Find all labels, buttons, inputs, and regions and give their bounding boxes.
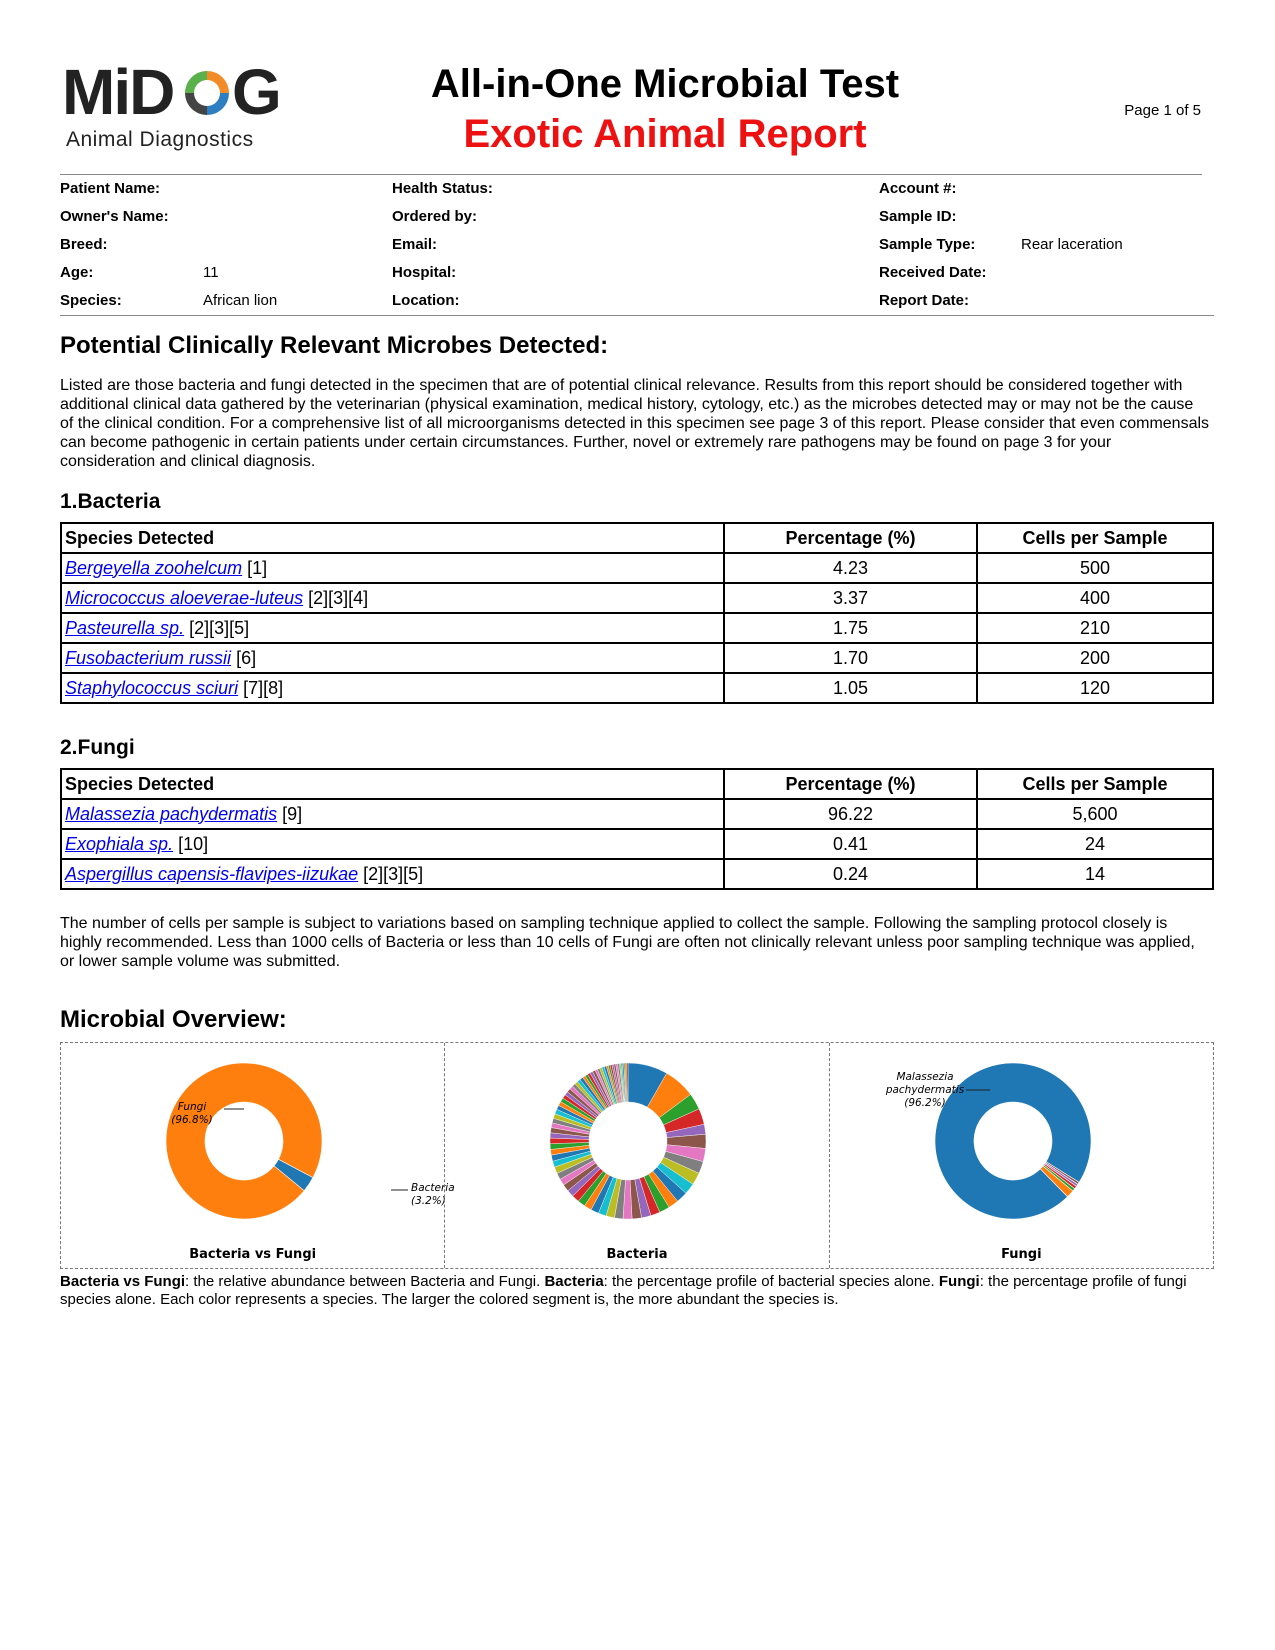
percentage-cell: 3.37	[724, 583, 977, 613]
overview-charts	[60, 1042, 1214, 1269]
cells-cell: 210	[977, 613, 1213, 643]
species-link[interactable]: Micrococcus aloeverae-luteus	[65, 587, 304, 608]
table-row	[61, 643, 1213, 673]
page-number: Page 1 of 5	[1124, 102, 1201, 119]
age-label: Age:	[60, 264, 94, 281]
species-refs: [7][8]	[238, 677, 284, 698]
fungi-heading: 2.Fungi	[60, 736, 135, 759]
caption-text: : the percentage profile of fungi species alone. Each color represents a species. The larger the colored segment is, the more abundant the species is.	[60, 1273, 1187, 1308]
caption-text: : the relative abundance between Bacteria and Fungi.	[185, 1273, 545, 1290]
bacteria-heading: 1.Bacteria	[60, 490, 161, 513]
col-species: Species Detected	[61, 769, 724, 799]
percentage-cell: 0.24	[724, 859, 977, 889]
percentage-cell: 1.05	[724, 673, 977, 703]
cells-cell: 5,600	[977, 799, 1213, 829]
midog-logo	[62, 56, 292, 154]
species-value: African lion	[203, 292, 278, 309]
sample-id-label: Sample ID:	[879, 208, 957, 225]
breed-label: Breed:	[60, 236, 108, 253]
species-link[interactable]: Fusobacterium russii	[65, 647, 232, 668]
chart-panel-bacteria-vs-fungi	[61, 1043, 455, 1268]
species-refs: [10]	[173, 833, 209, 854]
fungi-table	[60, 768, 1214, 890]
hospital-label: Hospital:	[392, 264, 457, 281]
table-row	[61, 613, 1213, 643]
percentage-cell: 0.41	[724, 829, 977, 859]
table-row	[61, 859, 1213, 889]
logo-wordmark	[62, 56, 292, 128]
col-percentage: Percentage (%)	[724, 769, 977, 799]
ordered-by-label: Ordered by:	[392, 208, 478, 225]
species-refs: [2][3][5]	[184, 617, 250, 638]
received-date-label: Received Date:	[879, 264, 987, 281]
species-link[interactable]: Staphylococcus sciuri	[65, 677, 239, 698]
malassezia-pct-label: (96.2%)	[903, 1097, 946, 1109]
species-link[interactable]: Pasteurella sp.	[65, 617, 185, 638]
table-row	[61, 583, 1213, 613]
health-status-label: Health Status:	[392, 180, 493, 197]
col-cells: Cells per Sample	[977, 769, 1213, 799]
percentage-cell: 96.22	[724, 799, 977, 829]
account-label: Account #:	[879, 180, 957, 197]
email-label: Email:	[392, 236, 438, 253]
caption-term: Fungi	[938, 1273, 980, 1290]
donut-fungi	[830, 1043, 1213, 1268]
table-header-row	[61, 769, 1213, 799]
table-row	[61, 799, 1213, 829]
logo-subtitle: Animal Diagnostics	[66, 128, 254, 151]
cells-cell: 200	[977, 643, 1213, 673]
overview-heading: Microbial Overview:	[60, 1006, 287, 1033]
caption-term: Bacteria	[544, 1273, 604, 1290]
chart-panel-fungi	[829, 1043, 1213, 1268]
relevant-intro: Listed are those bacteria and fungi detected in the specimen that are of potential clinical relevance. Results from this report should be considered together with additional clinical data gathered by the veterinarian (physical examination, medical history, cytology, etc.) as the microbes detected may or may not be the cause of the clinical condition. For a comprehensive list of all microorganisms detected in this specimen see page 3 of this report. Please consider that even commensals can become pathogenic in certain patients under certain circumstances. Further, novel or extremely rare pathogens may be found on page 3 for your consideration and clinical diagnosis.	[60, 377, 1210, 470]
age-value: 11	[203, 264, 219, 281]
cells-cell: 400	[977, 583, 1213, 613]
sampling-note: The number of cells per sample is subject to variations based on sampling technique applied to collect the sample. Following the sampling protocol closely is highly recommended. Less than 1000 cells of Bacteria or less than 10 cells of Fungi are often not clinically relevant unless poor sampling technique was applied, or lower sample volume was submitted.	[60, 915, 1195, 970]
owner-name-label: Owner's Name:	[60, 208, 169, 225]
svg-text:G: G	[232, 56, 282, 128]
fungi-pct-label: (96.8%)	[171, 1114, 213, 1126]
chart-panel-bacteria	[444, 1043, 828, 1268]
chart-title: Bacteria vs Fungi	[189, 1247, 317, 1262]
col-percentage: Percentage (%)	[724, 523, 977, 553]
cells-cell: 500	[977, 553, 1213, 583]
patient-name-label: Patient Name:	[60, 180, 161, 197]
caption-text: : the percentage profile of bacterial species alone.	[603, 1273, 939, 1290]
relevant-microbes-heading: Potential Clinically Relevant Microbes Detected:	[60, 332, 609, 359]
sample-type-value: Rear laceration	[1021, 236, 1123, 253]
overview-caption	[60, 1273, 1215, 1309]
logo-o-icon	[185, 71, 229, 115]
malassezia-label-2: pachydermatis	[885, 1084, 964, 1096]
report-date-label: Report Date:	[879, 292, 970, 309]
col-species: Species Detected	[61, 523, 724, 553]
percentage-cell: 1.75	[724, 613, 977, 643]
species-label: Species:	[60, 292, 122, 309]
report-title: All-in-One Microbial Test	[430, 62, 900, 106]
caption-term: Bacteria vs Fungi	[60, 1273, 186, 1290]
table-row	[61, 673, 1213, 703]
bacteria-table	[60, 522, 1214, 704]
report-subtitle: Exotic Animal Report	[463, 112, 867, 156]
fungi-label: Fungi	[177, 1101, 207, 1113]
location-label: Location:	[392, 292, 460, 309]
info-divider	[60, 315, 1214, 316]
header-divider	[60, 174, 1202, 175]
donut-bacteria-vs-fungi	[61, 1043, 455, 1268]
species-link[interactable]: Exophiala sp.	[65, 833, 174, 854]
table-header-row	[61, 523, 1213, 553]
bacteria-pct-label: (3.2%)	[411, 1195, 446, 1207]
cells-cell: 120	[977, 673, 1213, 703]
svg-text:MiD: MiD	[62, 56, 174, 128]
malassezia-label-1: Malassezia	[896, 1071, 954, 1083]
percentage-cell: 4.23	[724, 553, 977, 583]
col-cells: Cells per Sample	[977, 523, 1213, 553]
bacteria-label: Bacteria	[411, 1182, 455, 1194]
percentage-cell: 1.70	[724, 643, 977, 673]
species-link[interactable]: Bergeyella zoohelcum	[65, 557, 243, 578]
species-link[interactable]: Malassezia pachydermatis	[65, 803, 278, 824]
species-refs: [2][3][5]	[358, 863, 424, 884]
cells-cell: 14	[977, 859, 1213, 889]
table-row	[61, 829, 1213, 859]
chart-title: Bacteria	[606, 1247, 668, 1262]
species-refs: [9]	[277, 803, 303, 824]
species-refs: [6]	[231, 647, 257, 668]
donut-bacteria	[445, 1043, 828, 1268]
species-link[interactable]: Aspergillus capensis-flavipes-iizukae	[65, 863, 359, 884]
species-refs: [2][3][4]	[303, 587, 369, 608]
cells-cell: 24	[977, 829, 1213, 859]
chart-title: Fungi	[1001, 1247, 1042, 1262]
table-row	[61, 553, 1213, 583]
sample-type-label: Sample Type:	[879, 236, 976, 253]
slice-fungi	[166, 1063, 322, 1219]
species-refs: [1]	[242, 557, 268, 578]
